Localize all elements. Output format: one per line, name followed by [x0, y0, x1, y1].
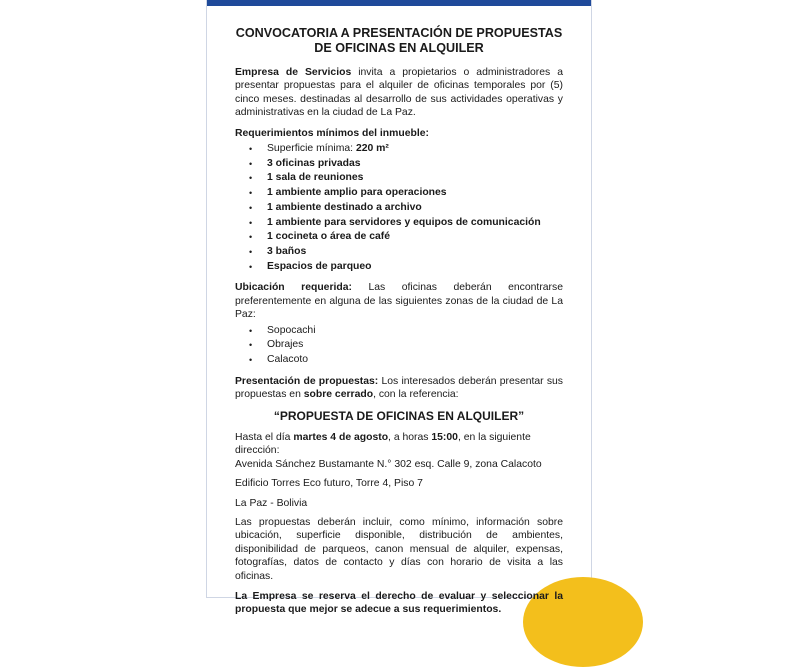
deadline-paragraph: Hasta el día martes 4 de agosto, a horas 15:00, en la siguiente dirección: Avenida Sánchez Bustamante N.° 302 esq. Calle 9, zona Calacoto: [235, 431, 542, 470]
list-item: • 1 sala de reuniones: [257, 171, 563, 186]
submission-paragraph: Presentación de propuestas: Los interesados deberán presentar sus propuestas en sobre cerrado, con la referencia:: [235, 375, 564, 401]
zones-list: [235, 324, 563, 368]
list-item: • 1 cocineta o área de café: [257, 230, 563, 245]
company-name: Empresa de Servicios: [235, 67, 352, 78]
announcement-content: [235, 26, 563, 624]
list-item: • Calacoto: [257, 353, 563, 368]
list-item: • 3 baños: [257, 245, 563, 260]
list-item: • Sopocachi: [257, 324, 563, 339]
intro-paragraph: [235, 66, 563, 120]
requirements-heading: Requerimientos mínimos del inmueble:: [235, 127, 429, 139]
list-item: • 3 oficinas privadas: [257, 157, 563, 172]
submission-heading: Presentación de propuestas:: [235, 375, 379, 387]
list-item: • Superficie mínima: 220 m²: [257, 142, 563, 157]
list-item: • 1 ambiente destinado a archivo: [257, 201, 563, 216]
list-item: • Obrajes: [257, 338, 563, 353]
city-text: La Paz - Bolivia: [235, 497, 308, 509]
announcement-card: [206, 0, 592, 616]
list-item: • 1 ambiente amplio para operaciones: [257, 186, 563, 201]
closing-paragraph: La Empresa se reserva el derecho de evaluar y seleccionar la propuesta que mejor se adecue a sus requerimientos.: [235, 590, 563, 616]
top-accent-bar: [207, 0, 591, 6]
location-heading: Ubicación requerida:: [235, 282, 352, 294]
title-line-2: DE OFICINAS EN ALQUILER: [314, 41, 484, 55]
requirements-list: [235, 142, 563, 274]
address-text: Avenida Sánchez Bustamante N.° 302 esq. Calle 9, zona Calacoto: [235, 458, 542, 470]
proposal-reference: “PROPUESTA DE OFICINAS EN ALQUILER”: [273, 408, 525, 423]
intro-text: invita a propietarios o administradores a presentar propuestas para el alquiler de oficinas temporales por (5) cinco meses. destinadas al desarrollo de sus actividades operativas y administrativas en la ciudad de La Paz.: [235, 67, 563, 119]
list-item: • Espacios de parqueo: [257, 260, 563, 275]
title-line-1: CONVOCATORIA A PRESENTACIÓN DE PROPUESTAS: [235, 26, 563, 40]
location-paragraph: Ubicación requerida: Las oficinas deberán encontrarse preferentemente en alguna de las siguientes zonas de la ciudad de La Paz:: [235, 282, 563, 321]
include-paragraph: Las propuestas deberán incluir, como mínimo, información sobre ubicación, superficie disponible, distribución de ambientes, disponibilidad de parqueos, canon mensual de alquiler, expensas, fotografías, datos de contacto y días con horario de visita a las oficinas.: [235, 516, 563, 582]
building-text: Edificio Torres Eco futuro, Torre 4, Piso 7: [235, 478, 423, 490]
list-item: • 1 ambiente para servidores y equipos de comunicación: [257, 216, 563, 231]
announcement-title: [235, 26, 563, 56]
